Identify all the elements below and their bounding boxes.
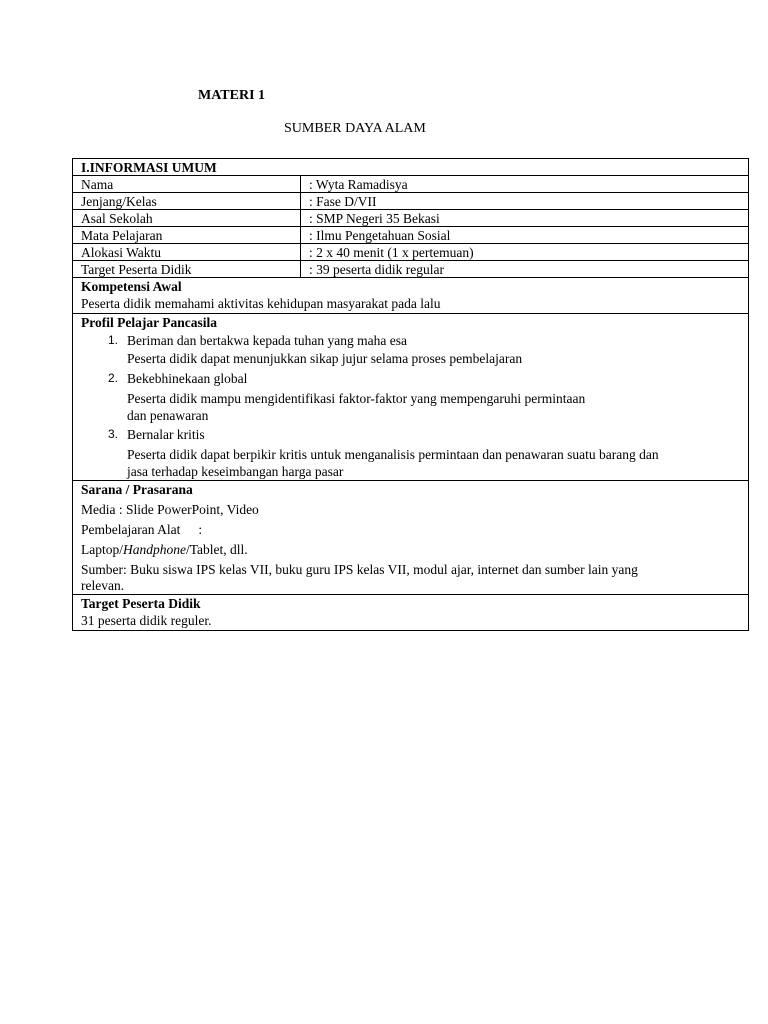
list-title: Bekebhinekaan global [127,371,248,386]
target-heading: Target Peserta Didik [81,596,201,611]
document-title: MATERI 1 [198,88,266,103]
info-value: : Wyta Ramadisya [309,177,408,192]
sarana-alat-label: Pembelajaran Alat [81,522,181,537]
info-label: Target Peserta Didik [73,261,301,277]
list-title: Bernalar kritis [127,427,205,442]
sarana-alat-devices [81,541,740,558]
kompetensi-section [73,278,748,314]
info-value: : 2 x 40 menit (1 x pertemuan) [309,245,474,260]
info-label: Jenjang/Kelas [73,193,301,209]
sarana-sumber-line2: relevan. [81,578,125,593]
list-desc: Peserta didik dapat menunjukkan sikap jujur selama proses pembelajaran [127,351,523,366]
sarana-heading: Sarana / Prasarana [81,482,193,497]
list-desc: Peserta didik dapat berpikir kritis untuk menganalisis permintaan dan penawaran suatu barang dan [127,447,659,462]
list-number: 1. [107,333,118,347]
profil-heading: Profil Pelajar Pancasila [81,315,217,330]
list-number: 2. [107,371,118,385]
document-subtitle: SUMBER DAYA ALAM [284,121,426,136]
sarana-alat-colon: : [198,522,203,537]
info-row-nama [73,176,748,193]
info-row-alokasi [73,244,748,261]
sarana-alat-prefix: Laptop/ [81,542,123,557]
sarana-alat-italic: Handphone [123,542,186,557]
list-item [81,370,740,387]
info-header: I.INFORMASI UMUM [73,159,748,176]
list-item [81,426,740,443]
list-title: Beriman dan bertakwa kepada tuhan yang maha esa [127,333,408,348]
sarana-alat [81,521,740,538]
list-desc: dan penawaran [127,408,209,423]
sarana-sumber-line1: Sumber: Buku siswa IPS kelas VII, buku guru IPS kelas VII, modul ajar, internet dan sumber lain yang [81,562,638,577]
info-value: : Ilmu Pengetahuan Sosial [309,228,451,243]
info-label: Mata Pelajaran [73,227,301,243]
info-value: : SMP Negeri 35 Bekasi [309,211,440,226]
info-row-sekolah [73,210,748,227]
kompetensi-heading: Kompetensi Awal [81,279,182,294]
sarana-alat-suffix: /Tablet, dll. [186,542,248,557]
target-text: 31 peserta didik reguler. [81,613,212,628]
info-label: Nama [73,176,301,192]
lesson-plan-table [72,158,749,631]
kompetensi-text: Peserta didik memahami aktivitas kehidupan masyarakat pada lalu [81,296,441,311]
list-desc: jasa terhadap keseimbangan harga pasar [127,464,344,479]
list-number: 3. [107,427,118,441]
list-item [81,332,740,349]
info-value: : Fase D/VII [309,194,377,209]
info-row-jenjang [73,193,748,210]
sarana-section [73,481,748,595]
info-label: Asal Sekolah [73,210,301,226]
info-value: : 39 peserta didik regular [309,262,444,277]
info-row-mapel [73,227,748,244]
profil-section [73,314,748,481]
target-section [73,595,748,630]
info-label: Alokasi Waktu [73,244,301,260]
sarana-media: Media : Slide PowerPoint, Video [81,502,259,517]
info-row-target [73,261,748,278]
list-desc: Peserta didik mampu mengidentifikasi faktor-faktor yang mempengaruhi permintaan [127,391,586,406]
